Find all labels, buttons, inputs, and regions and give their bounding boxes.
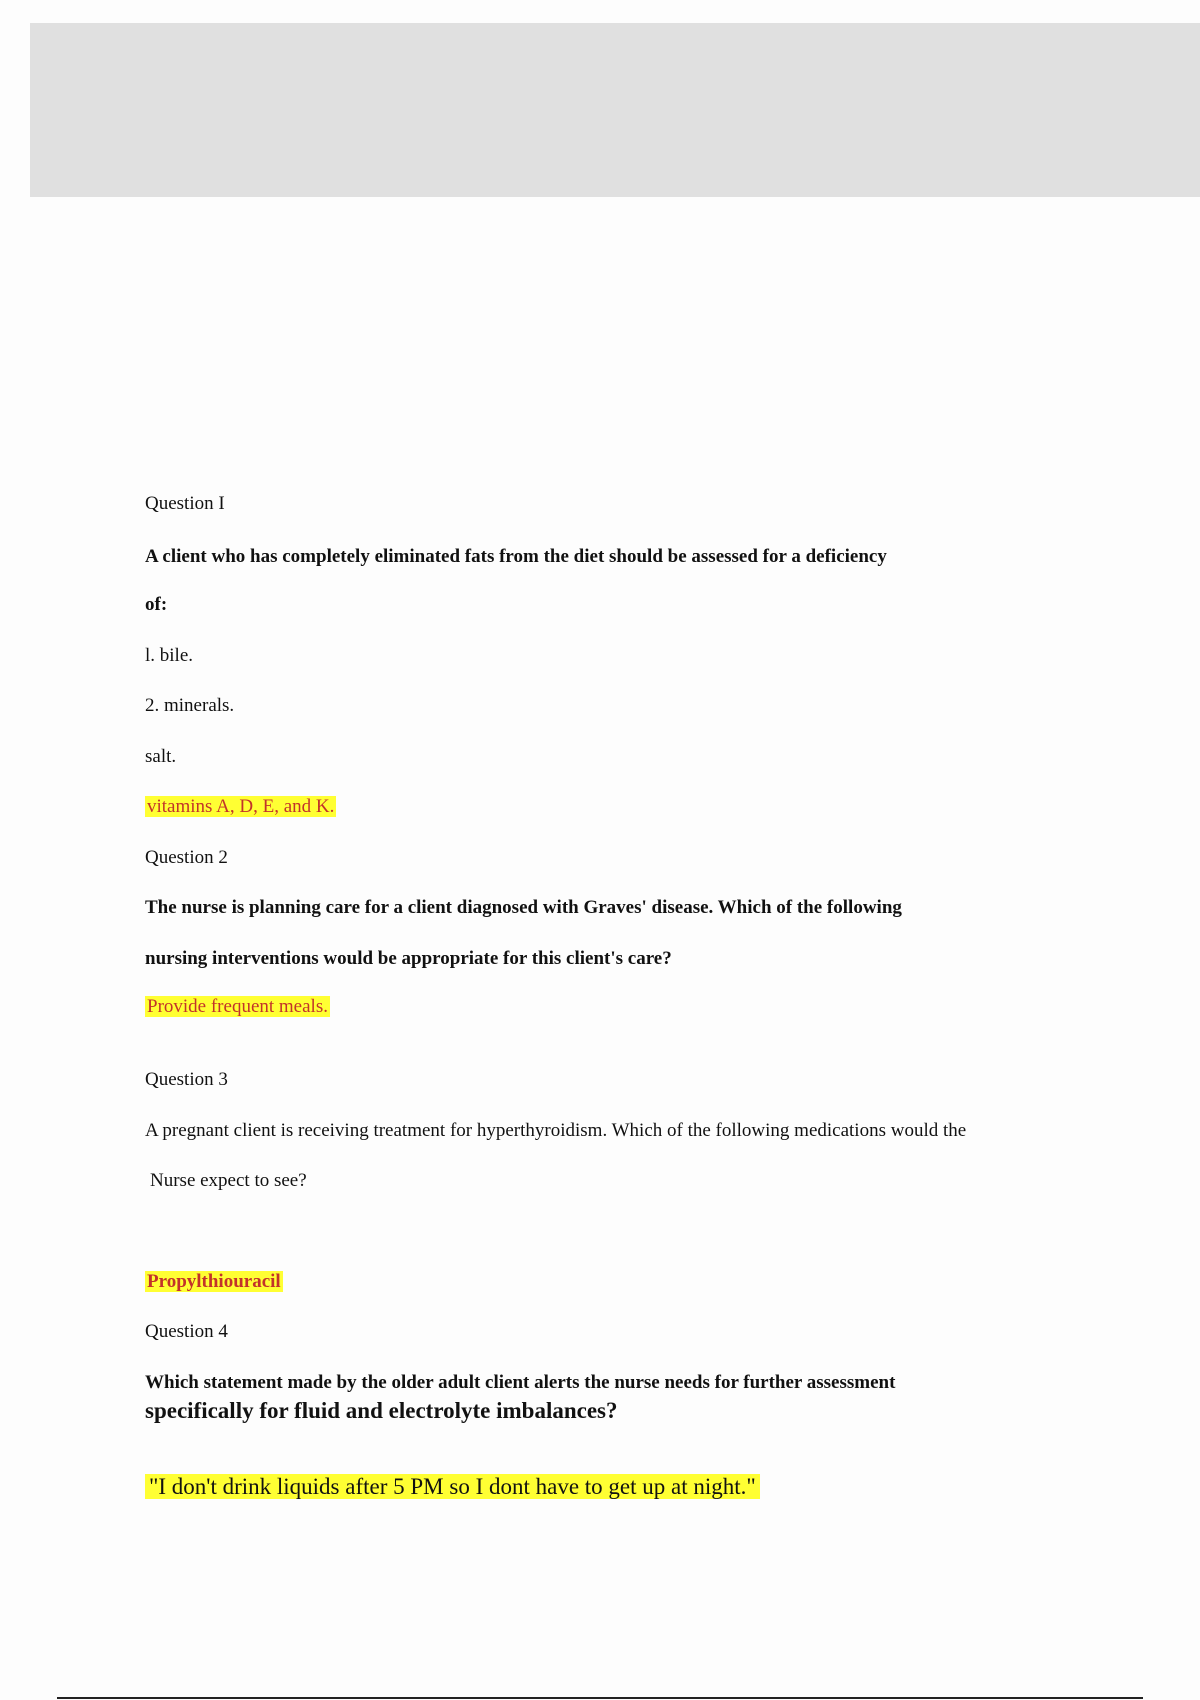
question-3-answer xyxy=(145,1270,283,1294)
question-4-answer xyxy=(145,1472,760,1502)
question-4-label: Question 4 xyxy=(145,1321,228,1342)
question-4-answer-highlight: "I don't drink liquids after 5 PM so I dont have to get up at night." xyxy=(145,1474,760,1499)
question-1-label: Question I xyxy=(145,493,225,514)
bottom-divider xyxy=(57,1697,1143,1699)
question-3-stem-line-2: Nurse expect to see? xyxy=(150,1170,307,1191)
question-3-stem-line-1: A pregnant client is receiving treatment for hyperthyroidism. Which of the following medications would the xyxy=(145,1120,967,1141)
question-2-stem-line-2: nursing interventions would be appropriate for this client's care? xyxy=(145,948,672,969)
question-1-answer-highlight: vitamins A, D, E, and K. xyxy=(147,796,335,817)
question-1-stem-line-1: A client who has completely eliminated fats from the diet should be assessed for a deficiency xyxy=(145,546,887,567)
question-1-option-2: 2. minerals. xyxy=(145,695,235,716)
question-2-label: Question 2 xyxy=(145,847,228,868)
question-1-option-3: salt. xyxy=(145,746,177,767)
question-2-answer xyxy=(145,995,330,1019)
question-2-stem-line-1: The nurse is planning care for a client diagnosed with Graves' disease. Which of the following xyxy=(145,897,902,918)
question-1-stem-line-2: of: xyxy=(145,594,168,615)
question-4-stem-line-2: specifically for fluid and electrolyte imbalances? xyxy=(145,1398,618,1423)
question-1-option-1: l. bile. xyxy=(145,645,194,666)
question-1-answer xyxy=(145,795,336,819)
question-2-answer-highlight: Provide frequent meals. xyxy=(147,996,328,1017)
header-banner xyxy=(30,23,1200,197)
question-4-stem-line-1: Which statement made by the older adult client alerts the nurse needs for further assessment xyxy=(145,1372,896,1393)
question-3-answer-highlight: Propylthiouracil xyxy=(147,1271,281,1292)
question-3-label: Question 3 xyxy=(145,1069,228,1090)
